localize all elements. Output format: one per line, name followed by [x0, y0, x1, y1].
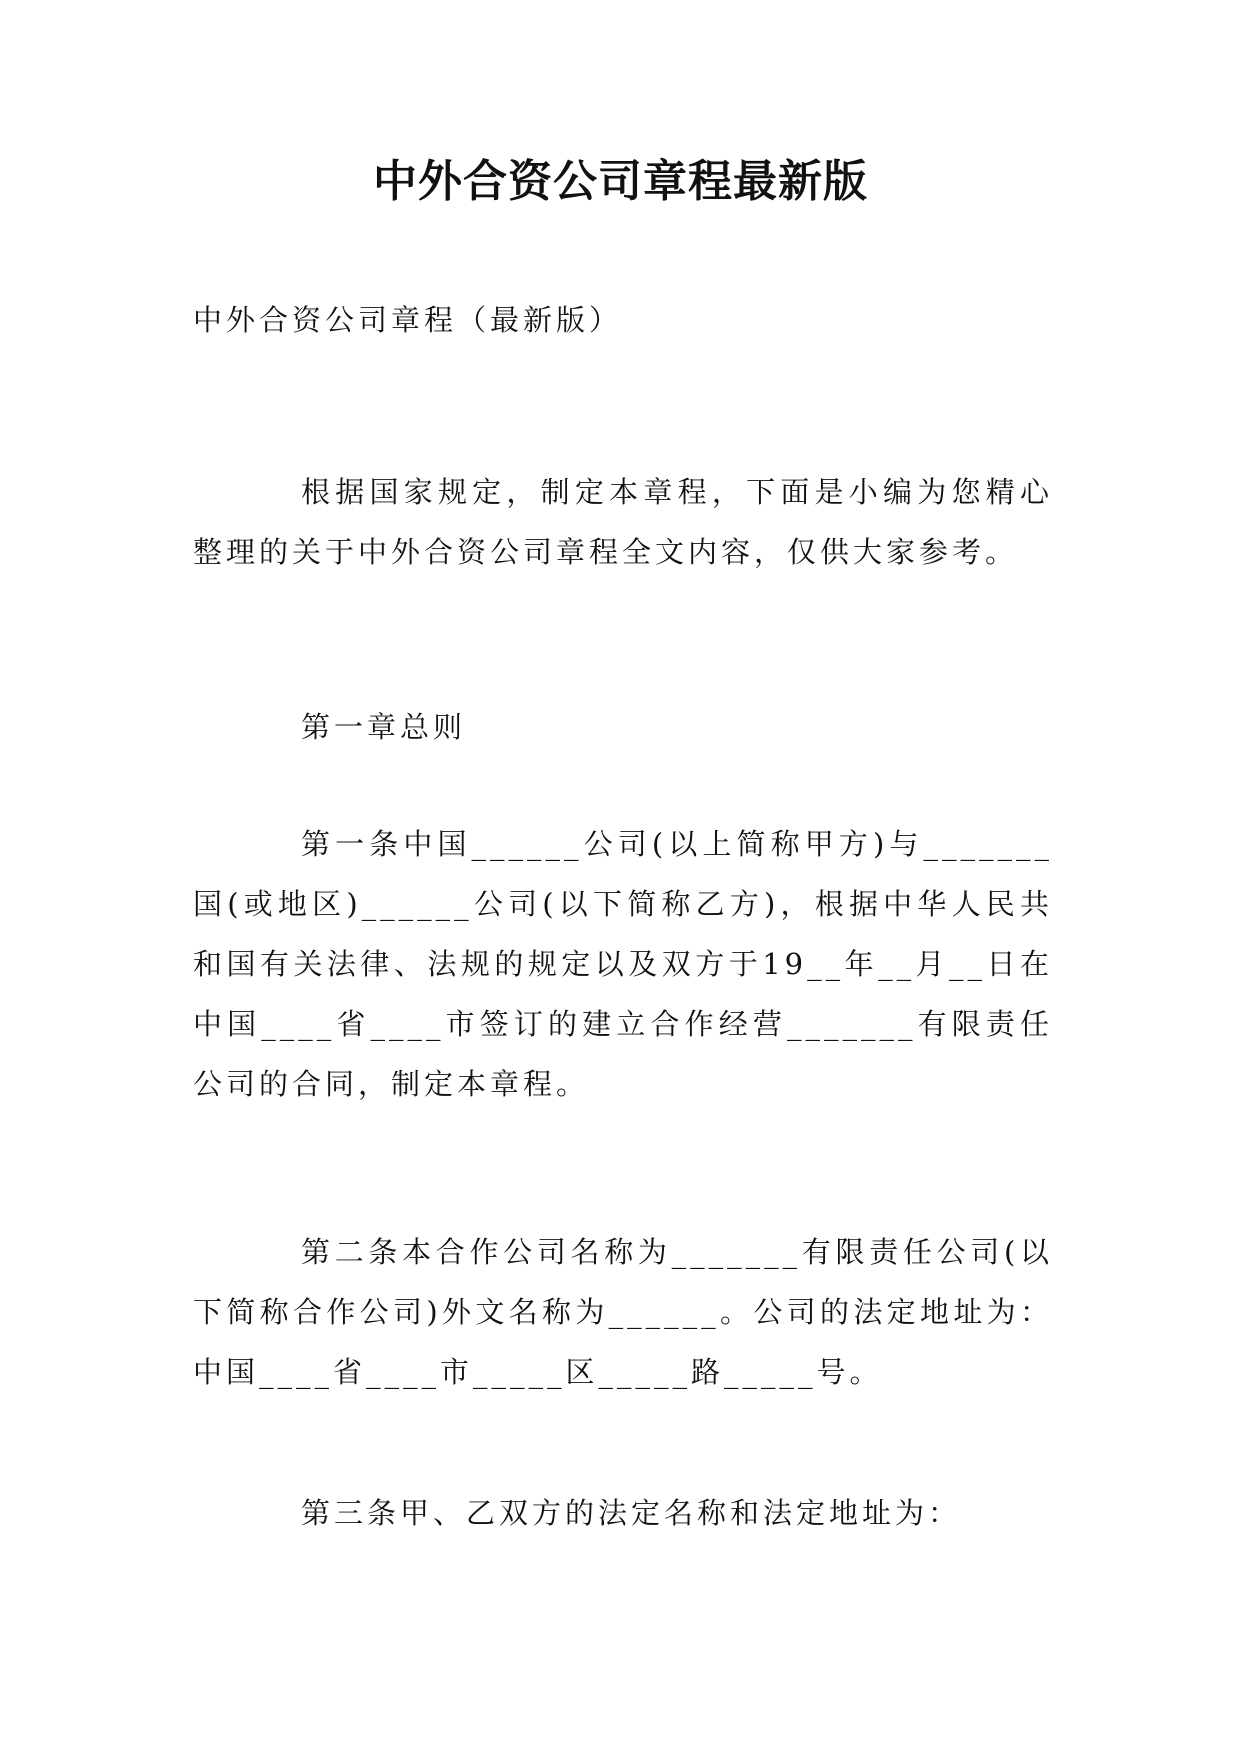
document-title: 中外合资公司章程最新版 — [373, 156, 868, 207]
article-3-paragraph: 第三条甲、乙双方的法定名称和法定地址为： — [301, 1496, 962, 1530]
article-1-paragraph: 第一条中国______公司(以上简称甲方)与_______国(或地区)______公司(以下简称乙方)，根据中华人民共和国有关法律、法规的规定以及双方于19__年__月__日在中国____省____市签订的建立合作经营_______有限责任公司的合同，制定本章程。 — [193, 827, 1053, 1101]
chapter-heading: 第一章总则 — [301, 710, 467, 744]
document-subtitle: 中外合资公司章程（最新版） — [193, 303, 623, 337]
intro-paragraph: 根据国家规定，制定本章程，下面是小编为您精心整理的关于中外合资公司章程全文内容，仅供大家参考。 — [193, 475, 1053, 569]
article-2-paragraph: 第二条本合作公司名称为_______有限责任公司(以下简称合作公司)外文名称为______。公司的法定地址为：中国____省____市_____区_____路_____号。 — [193, 1235, 1053, 1389]
